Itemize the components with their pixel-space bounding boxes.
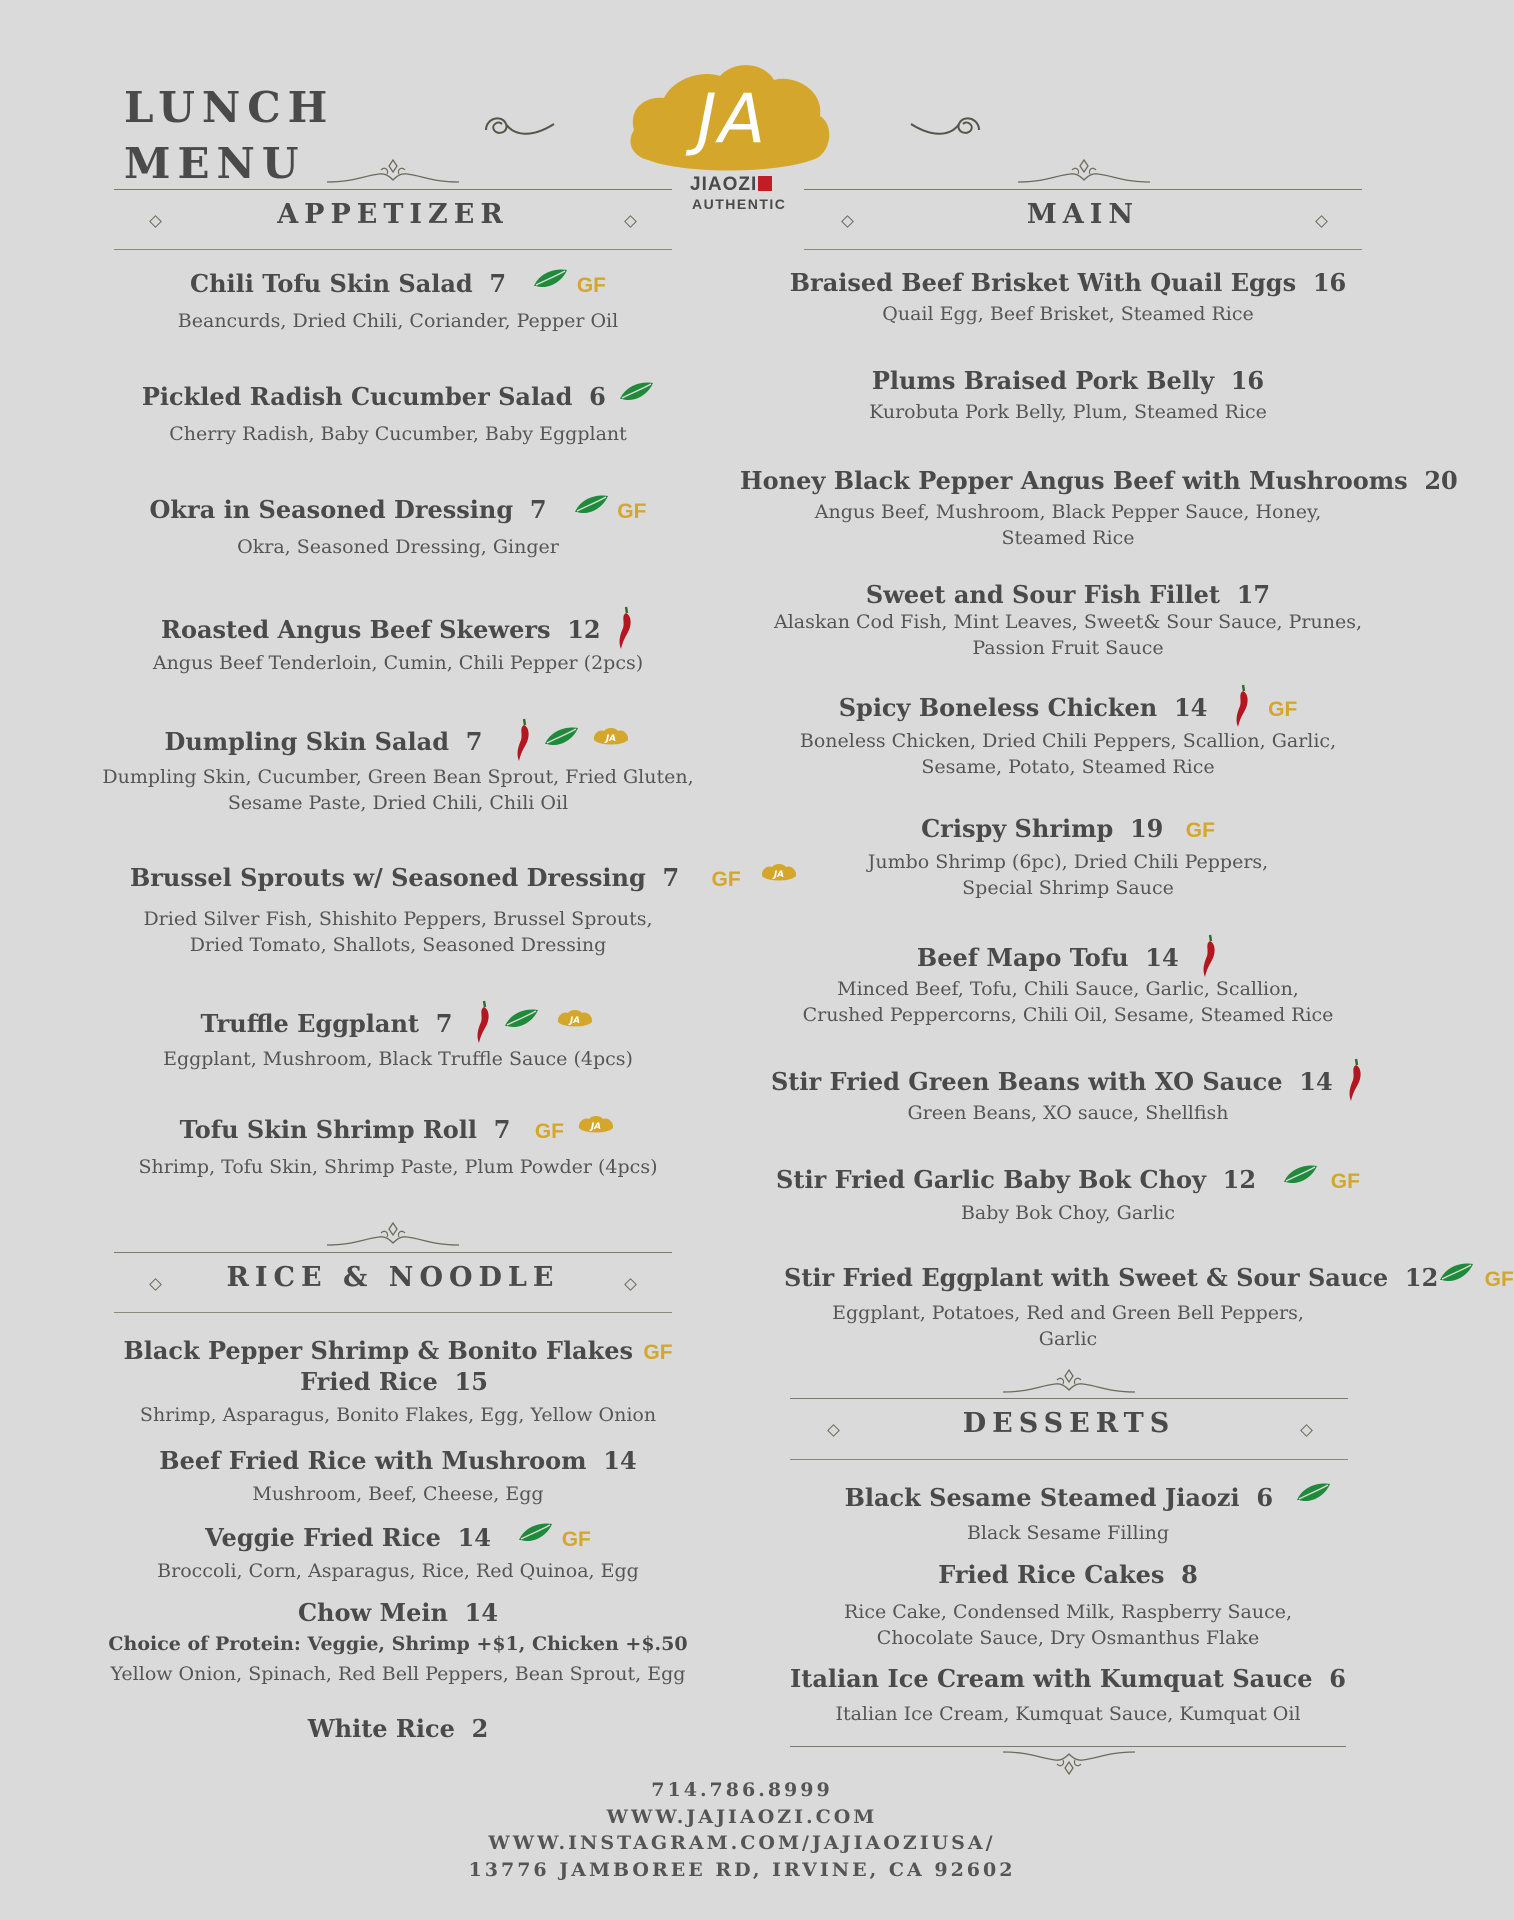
list-item xyxy=(760,1164,1376,1226)
chili-icon xyxy=(1347,1058,1365,1102)
item-name: Black Sesame Steamed Jiaozi xyxy=(844,1483,1240,1512)
item-price: 14 xyxy=(1173,693,1208,722)
item-name: Crispy Shrimp xyxy=(921,814,1114,843)
list-item xyxy=(100,1446,696,1507)
item-name: Okra in Seasoned Dressing xyxy=(149,495,514,524)
item-name: Sweet and Sour Fish Fillet xyxy=(865,580,1220,609)
item-name: Roasted Angus Beef Skewers xyxy=(161,615,551,644)
item-description: Shrimp, Asparagus, Bonito Flakes, Egg, Yellow Onion xyxy=(139,1404,657,1426)
phone-number: 714.786.8999 xyxy=(651,1779,833,1801)
item-description: Green Beans, XO sauce, Shellfish xyxy=(907,1102,1229,1124)
item-description: Garlic xyxy=(1038,1328,1098,1350)
leaf-icon xyxy=(503,1008,539,1030)
list-item xyxy=(100,268,696,334)
item-description: Alaskan Cod Fish, Mint Leaves, Sweet& Sour Sauce, Prunes, xyxy=(773,611,1363,633)
gf-badge: GF xyxy=(1484,1268,1514,1291)
item-description: Sesame, Potato, Steamed Rice xyxy=(921,756,1215,778)
address: 13776 JAMBOREE RD, IRVINE, CA 92602 xyxy=(468,1858,1016,1881)
item-price: 19 xyxy=(1129,814,1164,843)
leaf-icon xyxy=(543,726,579,748)
list-item xyxy=(760,580,1376,661)
item-price: 20 xyxy=(1424,466,1458,495)
leaf-icon xyxy=(1295,1482,1331,1504)
list-item xyxy=(100,1522,696,1584)
item-name: Stir Fried Eggplant with Sweet & Sour Sauce xyxy=(784,1263,1389,1292)
gf-badge: GF xyxy=(711,868,741,891)
chili-icon xyxy=(617,606,635,650)
desserts-bottom-rule xyxy=(790,1459,1348,1460)
item-name: Chow Mein xyxy=(297,1598,448,1627)
item-price: 7 xyxy=(529,495,547,524)
item-description: Crushed Peppercorns, Chili Oil, Sesame, Steamed Rice xyxy=(802,1004,1334,1026)
list-item xyxy=(760,684,1376,780)
list-item xyxy=(760,1560,1376,1651)
item-price: 6 xyxy=(1256,1483,1274,1512)
item-name: Stir Fried Garlic Baby Bok Choy xyxy=(776,1165,1206,1194)
chili-icon xyxy=(1234,684,1252,728)
item-description: Kurobuta Pork Belly, Plum, Steamed Rice xyxy=(869,401,1267,423)
item-description: Mushroom, Beef, Cheese, Egg xyxy=(252,1483,544,1505)
item-name: Black Pepper Shrimp & Bonito Flakes xyxy=(123,1336,634,1365)
item-description: Chocolate Sauce, Dry Osmanthus Flake xyxy=(876,1627,1260,1649)
item-description: Shrimp, Tofu Skin, Shrimp Paste, Plum Powder (4pcs) xyxy=(138,1156,658,1178)
item-name: White Rice xyxy=(307,1714,455,1743)
item-name: Braised Beef Brisket With Quail Eggs xyxy=(789,268,1297,297)
item-description: Dumpling Skin, Cucumber, Green Bean Sprout, Fried Gluten, xyxy=(102,766,694,788)
item-name: Dumpling Skin Salad xyxy=(164,727,449,756)
rice-ornament-icon xyxy=(323,1219,463,1249)
item-description: Jumbo Shrimp (6pc), Dried Chili Peppers, xyxy=(867,851,1269,873)
item-price: 14 xyxy=(457,1523,491,1552)
list-item xyxy=(100,1598,696,1687)
item-description: Angus Beef Tenderloin, Cumin, Chili Pepper (2pcs) xyxy=(152,652,644,674)
item-price: 7 xyxy=(465,727,483,756)
bottom-ornament-icon xyxy=(999,1748,1139,1778)
chili-icon xyxy=(475,1000,493,1044)
item-description: Italian Ice Cream, Kumquat Sauce, Kumquat Oil xyxy=(835,1703,1301,1725)
item-name: Fried Rice Cakes xyxy=(938,1560,1165,1589)
item-price: 14 xyxy=(464,1598,499,1627)
menu-title xyxy=(124,80,334,192)
item-price: 14 xyxy=(1299,1067,1333,1096)
list-item xyxy=(100,1000,696,1072)
item-name-line-2: Fried Rice xyxy=(300,1367,438,1396)
item-price: 17 xyxy=(1236,580,1271,609)
rice-heading: RICE & NOODLE xyxy=(226,1262,560,1293)
item-description: Beancurds, Dried Chili, Coriander, Pepper Oil xyxy=(177,310,619,332)
item-price: 2 xyxy=(471,1714,489,1743)
item-price: 8 xyxy=(1181,1560,1198,1589)
item-description: Passion Fruit Sauce xyxy=(972,637,1164,659)
list-item xyxy=(760,934,1376,1028)
logo-line-2: AUTHENTIC xyxy=(692,196,787,212)
item-description: Minced Beef, Tofu, Chili Sauce, Garlic, Scallion, xyxy=(837,978,1299,1000)
item-name: Pickled Radish Cucumber Salad xyxy=(141,382,573,411)
desserts-ornament-icon xyxy=(999,1366,1139,1396)
website-link[interactable]: WWW.JAJIAOZI.COM xyxy=(606,1805,878,1828)
item-name: Honey Black Pepper Angus Beef with Mushrooms xyxy=(740,466,1408,495)
gf-badge: GF xyxy=(643,1341,673,1364)
chili-icon xyxy=(515,718,533,762)
appetizer-bottom-rule xyxy=(114,249,672,250)
item-description: Dried Tomato, Shallots, Seasoned Dressing xyxy=(189,934,607,956)
list-item xyxy=(100,718,696,816)
item-name: Tofu Skin Shrimp Roll xyxy=(179,1115,478,1144)
desserts-top-rule xyxy=(790,1398,1348,1399)
list-item xyxy=(760,1058,1376,1126)
desserts-heading: DESSERTS xyxy=(962,1408,1176,1439)
item-description: Yellow Onion, Spinach, Red Bell Peppers, Bean Sprout, Egg xyxy=(110,1663,686,1685)
list-item xyxy=(100,494,696,560)
item-price: 12 xyxy=(1222,1165,1257,1194)
appetizer-heading: APPETIZER xyxy=(277,199,509,230)
item-name: Beef Fried Rice with Mushroom xyxy=(159,1446,587,1475)
item-description: Steamed Rice xyxy=(1001,527,1135,549)
item-description: Cherry Radish, Baby Cucumber, Baby Eggplant xyxy=(169,423,627,445)
item-price: 12 xyxy=(1404,1263,1439,1292)
item-price: 12 xyxy=(567,615,601,644)
ja-icon xyxy=(576,1114,616,1136)
desserts-end-rule xyxy=(790,1746,1346,1747)
list-item xyxy=(100,1714,696,1743)
appetizer-ornament-icon xyxy=(323,156,463,186)
item-description: Eggplant, Mushroom, Black Truffle Sauce (4pcs) xyxy=(163,1048,633,1070)
main-heading: MAIN xyxy=(1026,199,1140,230)
list-item-description xyxy=(100,906,696,958)
logo xyxy=(624,56,840,216)
item-description: Okra, Seasoned Dressing, Ginger xyxy=(237,536,559,558)
list-item xyxy=(100,1114,696,1180)
logo-seal-icon xyxy=(758,176,772,191)
gf-badge: GF xyxy=(561,1528,591,1551)
list-item xyxy=(130,862,741,892)
list-item xyxy=(760,1664,1376,1727)
item-price: 6 xyxy=(1329,1664,1346,1693)
item-description: Sesame Paste, Dried Chili, Chili Oil xyxy=(227,792,569,814)
item-name: Stir Fried Green Beans with XO Sauce xyxy=(770,1067,1283,1096)
item-description: Black Sesame Filling xyxy=(966,1522,1170,1544)
item-name: Italian Ice Cream with Kumquat Sauce xyxy=(790,1664,1313,1693)
item-description: Rice Cake, Condensed Milk, Raspberry Sauce, xyxy=(843,1601,1293,1623)
item-name: Spicy Boneless Chicken xyxy=(838,693,1158,722)
swirl-right-icon xyxy=(905,108,985,148)
list-item xyxy=(760,366,1376,425)
list-item xyxy=(740,466,1458,551)
leaf-icon xyxy=(1282,1164,1318,1186)
item-name: Beef Mapo Tofu xyxy=(916,943,1129,972)
item-price: 6 xyxy=(589,382,606,411)
item-price: 7 xyxy=(493,1115,511,1144)
leaf-icon xyxy=(532,268,568,290)
item-options: Choice of Protein: Veggie, Shrimp +$1, Chicken +$.50 xyxy=(108,1633,688,1655)
swirl-left-icon xyxy=(480,108,560,148)
item-price: 7 xyxy=(489,269,507,298)
item-name: Brussel Sprouts w/ Seasoned Dressing xyxy=(130,863,646,892)
main-top-rule xyxy=(804,189,1362,190)
item-description: Special Shrimp Sauce xyxy=(962,877,1174,899)
item-price: 14 xyxy=(1145,943,1179,972)
title-line-1: LUNCH xyxy=(124,83,335,132)
logo-monogram: JA xyxy=(696,80,768,159)
main-ornament-icon xyxy=(1014,156,1154,186)
gf-badge: GF xyxy=(1330,1170,1360,1193)
gf-badge: GF xyxy=(1185,819,1215,842)
gf-badge: GF xyxy=(576,274,607,297)
item-name: Plums Braised Pork Belly xyxy=(871,366,1215,395)
gf-badge: GF xyxy=(617,500,647,523)
leaf-icon xyxy=(1438,1262,1474,1284)
item-description: Baby Bok Choy, Garlic xyxy=(960,1202,1176,1224)
rice-top-rule xyxy=(114,1252,672,1253)
contact-footer xyxy=(342,1777,1142,1883)
list-item xyxy=(100,606,696,676)
rice-bottom-rule xyxy=(114,1312,672,1313)
item-description: Quail Egg, Beef Brisket, Steamed Rice xyxy=(882,303,1254,325)
list-item xyxy=(770,1262,1514,1292)
item-description: Boneless Chicken, Dried Chili Peppers, Scallion, Garlic, xyxy=(799,730,1337,752)
main-bottom-rule xyxy=(804,249,1362,250)
list-item xyxy=(100,381,696,447)
item-name: Truffle Eggplant xyxy=(200,1009,419,1038)
item-price: 14 xyxy=(603,1446,637,1475)
chili-icon xyxy=(1201,934,1219,978)
item-price: 16 xyxy=(1230,366,1265,395)
logo-line-1: JIAOZI xyxy=(690,174,758,195)
leaf-icon xyxy=(573,494,609,516)
gf-badge: GF xyxy=(534,1120,564,1143)
leaf-icon xyxy=(517,1522,553,1544)
list-item xyxy=(760,814,1376,901)
ja-icon xyxy=(591,726,631,748)
list-item xyxy=(760,1482,1376,1546)
appetizer-top-rule xyxy=(114,189,672,190)
item-description: Dried Silver Fish, Shishito Peppers, Brussel Sprouts, xyxy=(143,908,653,930)
leaf-icon xyxy=(618,381,654,403)
ja-icon xyxy=(555,1008,595,1030)
title-line-2: MENU xyxy=(124,139,306,188)
instagram-link[interactable]: WWW.INSTAGRAM.COM/JAJIAOZIUSA/ xyxy=(488,1832,996,1854)
item-description: Broccoli, Corn, Asparagus, Rice, Red Quinoa, Egg xyxy=(157,1560,639,1582)
item-price: 7 xyxy=(662,863,680,892)
item-description: Angus Beef, Mushroom, Black Pepper Sauce, Honey, xyxy=(814,501,1322,523)
item-price: 16 xyxy=(1312,268,1347,297)
item-description: Eggplant, Potatoes, Red and Green Bell Peppers, xyxy=(832,1302,1304,1324)
gf-badge: GF xyxy=(1268,698,1298,721)
item-name: Veggie Fried Rice xyxy=(205,1523,441,1552)
item-price: 7 xyxy=(435,1009,453,1038)
item-name: Chili Tofu Skin Salad xyxy=(189,269,473,298)
list-item xyxy=(760,268,1376,327)
list-item-description xyxy=(760,1300,1376,1352)
list-item xyxy=(100,1336,696,1428)
item-price: 15 xyxy=(454,1367,488,1396)
